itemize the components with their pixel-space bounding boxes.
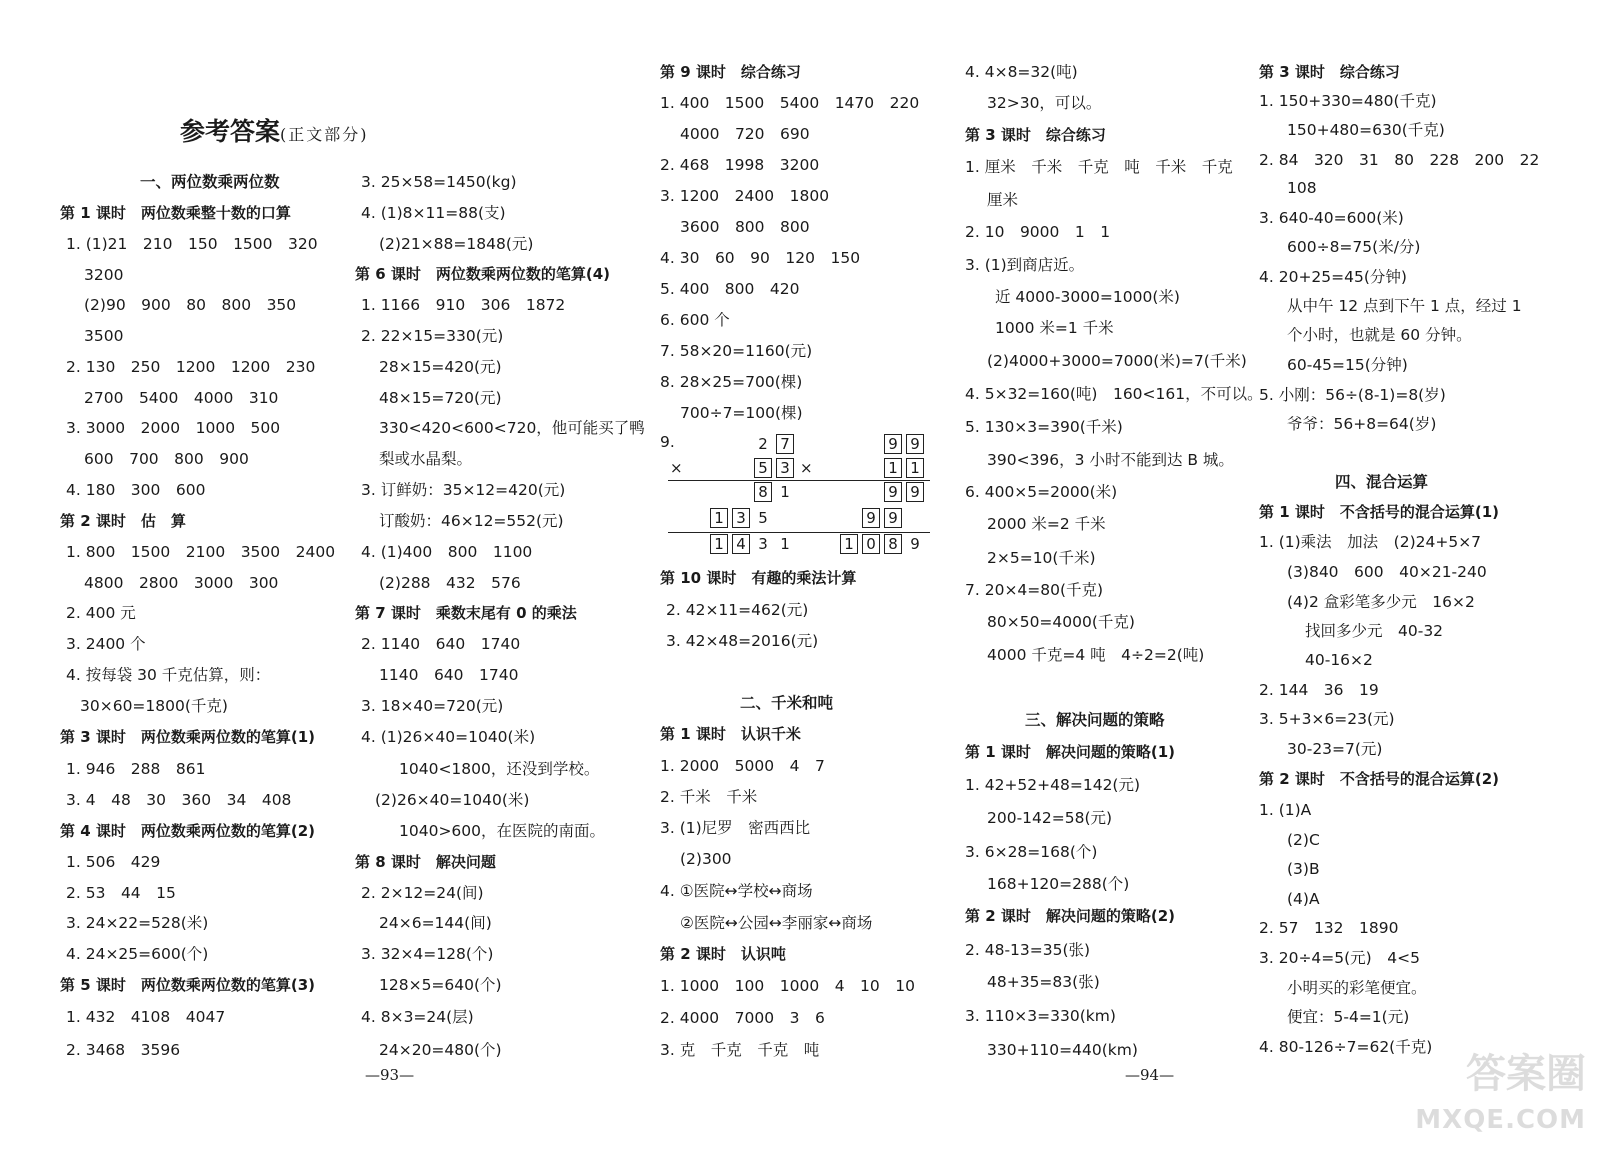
lesson-heading: 第 1 课时 两位数乘整十数的口算 — [60, 204, 291, 222]
answer-line: 3. 110×3=330(km) — [965, 1007, 1116, 1025]
answer-line: 1. 506 429 — [66, 853, 161, 871]
lesson-heading: 第 3 课时 两位数乘两位数的笔算(1) — [60, 728, 316, 746]
answer-line: 30-23=7(元) — [1287, 740, 1383, 758]
answer-line: 4. (1)26×40=1040(米) — [361, 728, 536, 746]
digit-box: 8 — [884, 534, 902, 554]
answer-line: 2. 57 132 1890 — [1259, 919, 1399, 937]
lesson-heading: 第 5 课时 两位数乘两位数的笔算(3) — [60, 976, 316, 994]
answer-line: 6. 600 个 — [660, 311, 730, 329]
answer-line: 7. 58×20=1160(元) — [660, 342, 813, 360]
calc-rule-line — [668, 532, 800, 533]
answer-column-3 — [660, 0, 950, 1151]
answer-line: 3500 — [84, 327, 124, 345]
section-heading: 四、混合运算 — [1335, 473, 1429, 491]
answer-line: 找回多少元 40-32 — [1305, 622, 1444, 640]
answer-line: 3. 克 千克 千克 吨 — [660, 1041, 820, 1059]
lesson-heading: 第 2 课时 不含括号的混合运算(2) — [1259, 770, 1500, 788]
lesson-heading: 第 1 课时 解决问题的策略(1) — [965, 743, 1176, 761]
answer-line: 4. 4×8=32(吨) — [965, 63, 1078, 81]
answer-line: 4. 30 60 90 120 150 — [660, 249, 861, 267]
answer-column-2 — [355, 0, 645, 1151]
answer-line: 1. 946 288 861 — [66, 760, 206, 778]
answer-line: 3. (1)到商店近。 — [965, 256, 1085, 274]
answer-line: 2. 144 36 19 — [1259, 681, 1379, 699]
digit-box: 9 — [862, 508, 880, 528]
calc-rule-line — [798, 532, 930, 533]
answer-line: 3600 800 800 — [680, 218, 810, 236]
answer-line: 4. 180 300 600 — [66, 481, 206, 499]
answer-line: 2. 10 9000 1 1 — [965, 223, 1111, 241]
answer-line: (2)4000+3000=7000(米)=7(千米) — [987, 352, 1247, 370]
answer-line: 2. 48-13=35(张) — [965, 941, 1091, 959]
digit-box: 9 — [884, 434, 902, 454]
answer-line: 3. 3000 2000 1000 500 — [66, 419, 281, 437]
digit: 1 — [780, 483, 790, 501]
answer-line: 2×5=10(千米) — [987, 549, 1096, 567]
digit-box: 0 — [862, 534, 880, 554]
lesson-heading: 第 2 课时 解决问题的策略(2) — [965, 907, 1176, 925]
answer-line: 4. 80-126÷7=62(千克) — [1259, 1038, 1433, 1056]
digit: 3 — [758, 535, 768, 553]
digit-box: 3 — [732, 508, 750, 528]
answer-line: 9. — [660, 433, 675, 451]
digit: 5 — [758, 509, 768, 527]
answer-column-5 — [1259, 0, 1595, 1151]
lesson-heading: 第 8 课时 解决问题 — [355, 853, 496, 871]
digit-box: 8 — [754, 482, 772, 502]
watermark-text-2: MXQE.COM — [1415, 1105, 1586, 1135]
answer-line: 1040>600，在医院的南面。 — [399, 822, 606, 840]
answer-line: 168+120=288(个) — [987, 875, 1130, 893]
answer-line: 7. 20×4=80(千克) — [965, 581, 1104, 599]
digit-box: 1 — [840, 534, 858, 554]
answer-line: 6. 400×5=2000(米) — [965, 483, 1118, 501]
answer-line: 390<396，3 小时不能到达 B 城。 — [987, 451, 1234, 469]
lesson-heading: 第 2 课时 估 算 — [60, 512, 186, 530]
answer-line: 60-45=15(分钟) — [1287, 356, 1408, 374]
lesson-heading: 第 2 课时 认识吨 — [660, 945, 786, 963]
answer-line: 3. 24×22=528(米) — [66, 914, 209, 932]
answer-line: 1. 42+52+48=142(元) — [965, 776, 1141, 794]
answer-line: 2. 千米 千米 — [660, 788, 758, 806]
answer-line: (3)840 600 40×21-240 — [1287, 563, 1487, 581]
answer-line: 40-16×2 — [1305, 651, 1373, 669]
digit-box: 9 — [884, 508, 902, 528]
page-number-left: —93— — [365, 1066, 415, 1084]
answer-line: (2)C — [1287, 831, 1320, 849]
answer-line: 订酸奶：46×12=552(元) — [379, 512, 564, 530]
answer-line: 4. 按每袋 30 千克估算，则： — [66, 666, 271, 684]
answer-line: 32>30，可以。 — [987, 94, 1102, 112]
section-heading: 一、两位数乘两位数 — [140, 173, 280, 191]
calc-rule-line — [798, 480, 930, 481]
answer-line: 3. 42×48=2016(元) — [666, 632, 819, 650]
answer-line: 1. 1000 100 1000 4 10 10 — [660, 977, 916, 995]
multiply-sign: × — [800, 459, 813, 477]
answer-line: 1. 400 1500 5400 1470 220 — [660, 94, 920, 112]
digit-box: 1 — [906, 458, 924, 478]
digit-box: 9 — [884, 482, 902, 502]
lesson-heading: 第 4 课时 两位数乘两位数的笔算(2) — [60, 822, 316, 840]
answer-line: 梨或水晶梨。 — [379, 450, 473, 468]
answer-line: 150+480=630(千克) — [1287, 121, 1445, 139]
answer-line: 330+110=440(km) — [987, 1041, 1138, 1059]
answer-line: 1. (1)21 210 150 1500 320 — [66, 235, 318, 253]
answer-line: (2)21×88=1848(元) — [379, 235, 534, 253]
digit-box: 4 — [732, 534, 750, 554]
answer-line: 4. 24×25=600(个) — [66, 945, 209, 963]
lesson-heading: 第 6 课时 两位数乘两位数的笔算(4) — [355, 265, 611, 283]
answer-line: 1. 1166 910 306 1872 — [361, 296, 566, 314]
answer-line: 200-142=58(元) — [987, 809, 1113, 827]
answer-line: 28×15=420(元) — [379, 358, 502, 376]
answer-line: 3. 6×28=168(个) — [965, 843, 1098, 861]
answer-line: 2. 53 44 15 — [66, 884, 176, 902]
answer-line: 128×5=640(个) — [379, 976, 502, 994]
answer-line: 4. 8×3=24(层) — [361, 1008, 474, 1026]
vertical-multiplication-right — [800, 432, 940, 557]
lesson-heading: 第 10 课时 有趣的乘法计算 — [660, 569, 857, 587]
answer-line: 3. 1200 2400 1800 — [660, 187, 830, 205]
digit-box: 1 — [884, 458, 902, 478]
answer-line: 330<420<600<720，他可能买了鸭 — [379, 419, 645, 437]
answer-line: 2. 4000 7000 3 6 — [660, 1009, 825, 1027]
answer-line: 3. 25×58=1450(kg) — [361, 173, 517, 191]
answer-line: 2. 130 250 1200 1200 230 — [66, 358, 316, 376]
answer-line: 1. (1)A — [1259, 801, 1312, 819]
answer-line: (2)26×40=1040(米) — [375, 791, 530, 809]
answer-line: 3. 4 48 30 360 34 408 — [66, 791, 292, 809]
digit-box: 7 — [776, 434, 794, 454]
answer-line: 600 700 800 900 — [84, 450, 249, 468]
answer-line: 1140 640 1740 — [379, 666, 519, 684]
answer-line: 600÷8=75(米/分) — [1287, 238, 1421, 256]
answer-line: 3. 640-40=600(米) — [1259, 209, 1404, 227]
answer-line: 3. 2400 个 — [66, 635, 146, 653]
lesson-heading: 第 7 课时 乘数末尾有 0 的乘法 — [355, 604, 577, 622]
answer-line: 24×20=480(个) — [379, 1041, 502, 1059]
answer-line: (4)2 盒彩笔多少元 16×2 — [1287, 593, 1475, 611]
answer-line: 4. (1)8×11=88(支) — [361, 204, 506, 222]
answer-line: 4. (1)400 800 1100 — [361, 543, 533, 561]
answer-line: 5. 小刚：56÷(8-1)=8(岁) — [1259, 386, 1446, 404]
answer-line: (4)A — [1287, 890, 1320, 908]
answer-line: 4. ①医院↔学校↔商场 — [660, 882, 813, 900]
answer-line: 4000 千克=4 吨 4÷2=2(吨) — [987, 646, 1205, 664]
answer-line: 3. 订鲜奶：35×12=420(元) — [361, 481, 566, 499]
answer-line: 1. 2000 5000 4 7 — [660, 757, 825, 775]
answer-line: (2)300 — [680, 850, 732, 868]
page-number-right: —94— — [1125, 1066, 1175, 1084]
lesson-heading: 第 9 课时 综合练习 — [660, 63, 801, 81]
answer-line: 48×15=720(元) — [379, 389, 502, 407]
answer-line: 3. 5+3×6=23(元) — [1259, 710, 1395, 728]
answer-line: 5. 130×3=390(千米) — [965, 418, 1123, 436]
answer-line: (2)288 432 576 — [379, 574, 521, 592]
answer-line: 3. 18×40=720(元) — [361, 697, 504, 715]
answer-column-4 — [965, 0, 1263, 1151]
digit: 1 — [780, 535, 790, 553]
lesson-heading: 第 3 课时 综合练习 — [965, 126, 1106, 144]
watermark-text-1: 答案圈 — [1466, 1051, 1586, 1097]
answer-line: 从中午 12 点到下午 1 点，经过 1 — [1287, 297, 1522, 315]
answer-line: 4800 2800 3000 300 — [84, 574, 279, 592]
vertical-multiplication-left — [670, 432, 810, 557]
digit: 2 — [758, 435, 768, 453]
section-heading: 三、解决问题的策略 — [1025, 711, 1165, 729]
answer-line: 2. 42×11=462(元) — [666, 601, 809, 619]
answer-line: 2. 84 320 31 80 228 200 22 — [1259, 151, 1540, 169]
answer-line: 1. 800 1500 2100 3500 2400 — [66, 543, 336, 561]
lesson-heading: 第 1 课时 认识千米 — [660, 725, 801, 743]
lesson-heading: 第 1 课时 不含括号的混合运算(1) — [1259, 503, 1500, 521]
digit: 9 — [910, 535, 920, 553]
digit-box: 9 — [906, 482, 924, 502]
page-title: 参考答案(正文部分) — [180, 117, 369, 146]
answer-line: 4000 720 690 — [680, 125, 810, 143]
answer-line: 1. 150+330=480(千克) — [1259, 92, 1437, 110]
section-heading: 二、千米和吨 — [740, 694, 834, 712]
digit-box: 1 — [710, 534, 728, 554]
answer-line: 爷爷：56+8=64(岁) — [1287, 415, 1437, 433]
answer-line: 3200 — [84, 266, 124, 284]
answer-line: (3)B — [1287, 860, 1320, 878]
answer-line: 700÷7=100(棵) — [680, 404, 803, 422]
answer-line: 近 4000-3000=1000(米) — [995, 288, 1180, 306]
multiply-sign: × — [670, 459, 683, 477]
answer-column-1 — [60, 0, 350, 1151]
answer-line: 24×6=144(间) — [379, 914, 492, 932]
answer-line: 2. 400 元 — [66, 604, 136, 622]
answer-line: 3. (1)尼罗 密西西比 — [660, 819, 811, 837]
answer-line: 2700 5400 4000 310 — [84, 389, 279, 407]
digit-box: 1 — [710, 508, 728, 528]
answer-line: 1040<1800，还没到学校。 — [399, 760, 600, 778]
answer-line: ②医院↔公园↔李丽家↔商场 — [680, 914, 873, 932]
answer-line: 便宜：5-4=1(元) — [1287, 1008, 1410, 1026]
calc-rule-line — [668, 480, 800, 481]
digit-box: 3 — [776, 458, 794, 478]
answer-line: 30×60=1800(千克) — [80, 697, 228, 715]
answer-line: 4. 5×32=160(吨) 160<161，不可以。 — [965, 385, 1263, 403]
answer-line: 80×50=4000(千克) — [987, 613, 1135, 631]
answer-line: 2. 2×12=24(间) — [361, 884, 484, 902]
digit-box: 9 — [906, 434, 924, 454]
lesson-heading: 第 3 课时 综合练习 — [1259, 63, 1400, 81]
answer-line: 个小时，也就是 60 分钟。 — [1287, 326, 1472, 344]
answer-line: 4. 20+25=45(分钟) — [1259, 268, 1407, 286]
page-subtitle: (正文部分) — [280, 125, 369, 144]
answer-line: 2. 1140 640 1740 — [361, 635, 521, 653]
answer-line: 1. 432 4108 4047 — [66, 1008, 226, 1026]
answer-line: 108 — [1287, 179, 1317, 197]
answer-line: 2. 468 1998 3200 — [660, 156, 820, 174]
answer-line: 1000 米=1 千米 — [995, 319, 1114, 337]
answer-line: 2000 米=2 千米 — [987, 515, 1106, 533]
answer-line: 3. 20÷4=5(元) 4<5 — [1259, 949, 1420, 967]
answer-line: 8. 28×25=700(棵) — [660, 373, 803, 391]
answer-line: 48+35=83(张) — [987, 973, 1100, 991]
answer-line: 1. 厘米 千米 千克 吨 千米 千克 — [965, 158, 1233, 176]
digit-box: 5 — [754, 458, 772, 478]
answer-line: (2)90 900 80 800 350 — [84, 296, 297, 314]
answer-line: 1. (1)乘法 加法 (2)24+5×7 — [1259, 533, 1482, 551]
answer-line: 2. 22×15=330(元) — [361, 327, 504, 345]
answer-line: 厘米 — [987, 191, 1019, 209]
answer-line: 2. 3468 3596 — [66, 1041, 181, 1059]
answer-line: 小明买的彩笔便宜。 — [1287, 979, 1427, 997]
answer-line: 3. 32×4=128(个) — [361, 945, 494, 963]
answer-line: 5. 400 800 420 — [660, 280, 800, 298]
